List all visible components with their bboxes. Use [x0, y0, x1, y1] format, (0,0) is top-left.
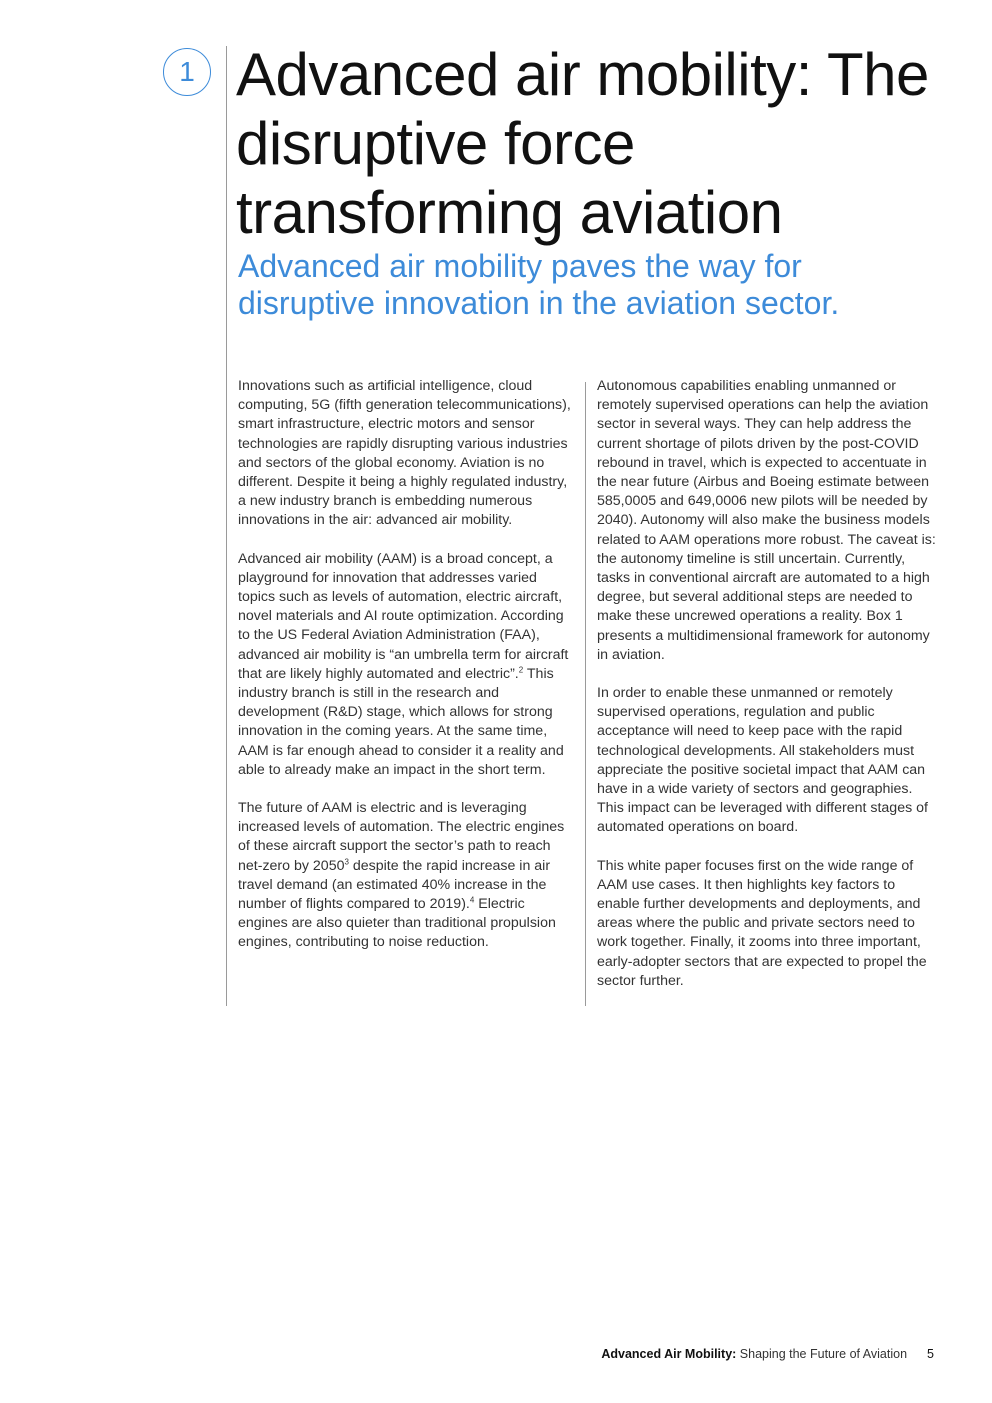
paragraph: Autonomous capabilities enabling unmanned or remotely supervised operations can help the aviation sector in several ways. They can help address the current shortage of pilots driven by the post-COVID rebound in travel, which is expected to accentuate in the near future (Airbus and Boeing estimate between 585,0005 and 649,0006 new pilots will be needed by 2040). Autonomy will also make the business models related to AAM operations more robust. The caveat is: the autonomy timeline is still uncertain. Currently, tasks in conventional aircraft are automated to a high degree, but several additional steps are needed to make these uncrewed operations a reality. Box 1 presents a multidimensional framework for autonomy in aviation.	[597, 378, 936, 663]
left-rule	[226, 46, 227, 1006]
right-column	[597, 377, 937, 1010]
chapter-number: 1	[179, 56, 195, 87]
paragraph: This white paper focuses first on the wide range of AAM use cases. It then highlights key factors to enable further developments and deployments, and areas where the public and private sectors need to work together. Finally, it zooms into three important, early-adopter sectors that are expected to propel the sector further.	[597, 857, 927, 989]
footnote-ref[interactable]: 4	[469, 895, 475, 905]
page-footer	[560, 1347, 934, 1361]
column-divider	[585, 382, 586, 1006]
page-title: Advanced air mobility: The disruptive force transforming aviation	[236, 41, 929, 246]
paragraph: In order to enable these unmanned or remotely supervised operations, regulation and public acceptance will need to keep pace with the rapid technological developments. All stakeholders must appreciate the positive societal impact that AAM can have in a wide variety of sectors and geographies. This impact can be leveraged with different stages of automated operations on board.	[597, 685, 928, 836]
publication-subtitle: Shaping the Future of Aviation	[736, 1347, 908, 1361]
chapter-number-badge	[163, 48, 211, 96]
paragraph: Innovations such as artificial intelligence, cloud computing, 5G (fifth generation telecommunications), smart infrastructure, electric motors and sensor technologies are rapidly disrupting various industries and sectors of the global economy. Aviation is no different. Despite it being a highly regulated industry, a new industry branch is embedding numerous innovations in the air: advanced air mobility.	[238, 378, 571, 529]
page-subtitle: Advanced air mobility paves the way for disruptive innovation in the aviation sector.	[238, 248, 840, 321]
footnote-ref[interactable]: 2	[518, 665, 524, 675]
left-column	[238, 377, 576, 972]
page-number: 5	[927, 1347, 934, 1361]
footnote-ref[interactable]: 3	[344, 856, 349, 866]
publication-title: Advanced Air Mobility:	[601, 1347, 737, 1361]
paragraph: Advanced air mobility (AAM) is a broad concept, a playground for innovation that addresses varied topics such as levels of automation, electric aircraft, novel materials and AI route optimization. According to the US Federal Aviation Administration (FAA), advanced air mobility is “an umbrella term for aircraft that are likely highly automated and electric”.$^2$ This industry branch is still in the research and development (R&D) stage, which allows for strong innovation in the coming years. At the same time, AAM is far enough ahead to consider it a reality and able to already make an impact in the short term.	[238, 550, 569, 778]
paragraph: The future of AAM is electric and is leveraging increased levels of automation. The electric engines of these aircraft support the sector’s path to reach net-zero by 2050$^3$ despite the rapid increase in air travel demand (an estimated 40% increase in the number of flights compared to 2019).$^4$ Electric engines are also quieter than traditional propulsion engines, contributing to noise reduction.	[238, 800, 565, 951]
